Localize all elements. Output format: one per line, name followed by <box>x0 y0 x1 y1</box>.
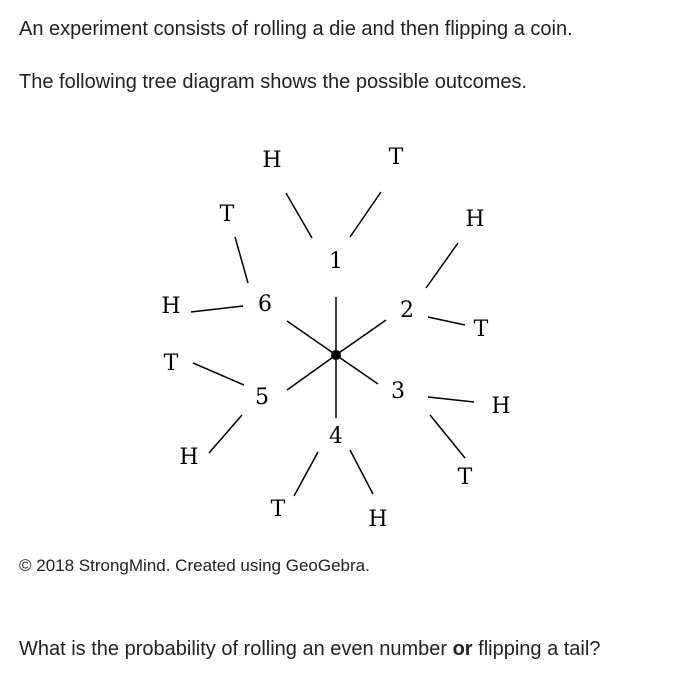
question-text <box>19 637 600 661</box>
coin-label-5-t: T <box>163 351 179 376</box>
branch-1-h <box>286 193 312 238</box>
branch-4-h <box>350 450 373 494</box>
coin-label-4-t: T <box>270 497 286 522</box>
die-label-2: 2 <box>400 298 414 323</box>
coin-label-3-t: T <box>457 465 473 490</box>
die-label-3: 3 <box>391 379 405 404</box>
intro-sentence-1: An experiment consists of rolling a die and then flipping a coin. <box>19 18 573 40</box>
coin-label-3-h: H <box>491 394 511 419</box>
copyright-credit: © 2018 StrongMind. Created using GeoGebra. <box>19 556 370 575</box>
die-label-5: 5 <box>255 385 269 410</box>
branch-die-3 <box>336 355 378 384</box>
question-text-part-2: flipping a tail? <box>472 638 601 660</box>
branch-1-t <box>350 192 381 237</box>
coin-label-2-h: H <box>465 207 485 232</box>
die-label-6: 6 <box>258 292 272 317</box>
coin-label-4-h: H <box>368 507 388 532</box>
question-text-part-1: What is the probability of rolling an even number <box>19 638 453 660</box>
branch-die-5 <box>287 355 336 390</box>
die-label-1: 1 <box>329 249 343 274</box>
root-node <box>331 350 341 360</box>
die-label-4: 4 <box>329 424 343 449</box>
branch-6-t <box>235 237 248 283</box>
branch-2-t <box>428 317 465 325</box>
coin-label-6-h: H <box>161 294 181 319</box>
coin-label-6-t: T <box>219 202 235 227</box>
branch-3-t <box>430 415 465 458</box>
branch-5-t <box>193 363 244 385</box>
branch-2-h <box>426 243 458 288</box>
branch-6-h <box>191 306 243 312</box>
coin-label-5-h: H <box>179 445 199 470</box>
branch-5-h <box>209 415 242 453</box>
intro-sentence-2: The following tree diagram shows the possible outcomes. <box>19 71 528 93</box>
coin-label-1-t: T <box>388 145 404 170</box>
question-emphasis: or <box>452 638 473 660</box>
coin-label-2-t: T <box>473 317 489 342</box>
branch-3-h <box>428 397 474 402</box>
branch-die-2 <box>336 320 386 355</box>
branch-die-6 <box>287 321 336 355</box>
coin-label-1-h: H <box>262 148 282 173</box>
branch-4-t <box>294 452 318 496</box>
